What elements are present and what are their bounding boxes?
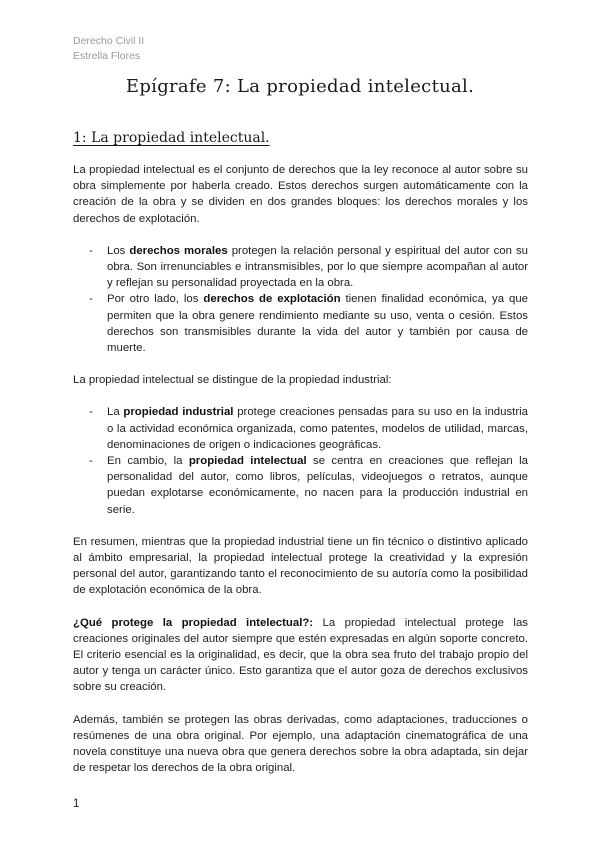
intro-paragraph: La propiedad intelectual es el conjunto de derechos que la ley reconoce al autor sobre su obra simplemente por haberla creado. Estos derechos surgen automáticamente con la creación de la obra y se dividen en dos grandes bloques: los derechos morales y los derechos de explotación. (73, 164, 528, 225)
list-item: - La propiedad industrial protege creaciones pensadas para su uso en la industria o la actividad económica organizada, como patentes, modelos de utilidad, marcas, denominaciones de origen o indicaciones geográficas. (107, 404, 528, 453)
property-list (73, 404, 528, 517)
term-derechos-explotacion: derechos de explotación (203, 293, 341, 306)
protection-paragraph: ¿Qué protege la propiedad intelectual?: La propiedad intelectual protege las creaciones originales del autor siempre que estén expresadas en algún soporte concreto. El criterio esencial es la originalidad, es decir, que la obra sea fruto del trabajo propio del autor y tenga un carácter único. Esto garantiza que el autor goza de derechos exclusivos sobre su creación. (73, 616, 528, 694)
document-body (73, 162, 528, 793)
header-author: Estrella Flores (73, 50, 141, 62)
derived-works-paragraph: Además, también se protegen las obras derivadas, como adaptaciones, traducciones o resúmenes de una obra original. Por ejemplo, una adaptación cinematográfica de una novela constituye una nueva obra que genera derechos sobre la obra adaptada, sin dejar de respetar los derechos de la obra original. (73, 713, 528, 775)
protection-question: ¿Qué protege la propiedad intelectual?: (73, 616, 314, 629)
rights-list (73, 243, 528, 356)
list-item: - Los derechos morales protegen la relación personal y espiritual del autor con su obra. Son irrenunciables e intransmisibles, por lo que siempre acompañan al autor y reflejan su personalidad proyectada en la obra. (107, 243, 528, 292)
list-item: - Por otro lado, los derechos de explotación tienen finalidad económica, ya que permiten que la obra genere rendimiento mediante su uso, venta o cesión. Estos derechos son transmisibles durante la vida del autor y también por causa de muerte. (107, 291, 528, 356)
list-item: - En cambio, la propiedad intelectual se centra en creaciones que reflejan la personalidad del autor, como libros, películas, videojuegos o retratos, aunque puedan explotarse económicamente, no nacen para la producción industrial en serie. (107, 453, 528, 518)
term-propiedad-intelectual: propiedad intelectual (188, 455, 307, 468)
page-header (73, 34, 144, 64)
section-title: 1: La propiedad intelectual. (73, 130, 270, 146)
summary-paragraph: En resumen, mientras que la propiedad industrial tiene un fin técnico o distintivo aplicado al ámbito empresarial, la propiedad intelectual protege la creatividad y la expresión personal del autor, garantizando tanto el reconocimiento de su autoría como la posibilidad de explotación económica de la obra. (73, 535, 528, 597)
term-propiedad-industrial: propiedad industrial (123, 406, 234, 419)
term-derechos-morales: derechos morales (129, 244, 228, 257)
header-course: Derecho Civil II (73, 35, 145, 47)
distinction-paragraph: La propiedad intelectual se distingue de la propiedad industrial: (73, 374, 392, 387)
page-number: 1 (73, 798, 80, 810)
document-title: Epígrafe 7: La propiedad intelectual. (125, 76, 475, 97)
